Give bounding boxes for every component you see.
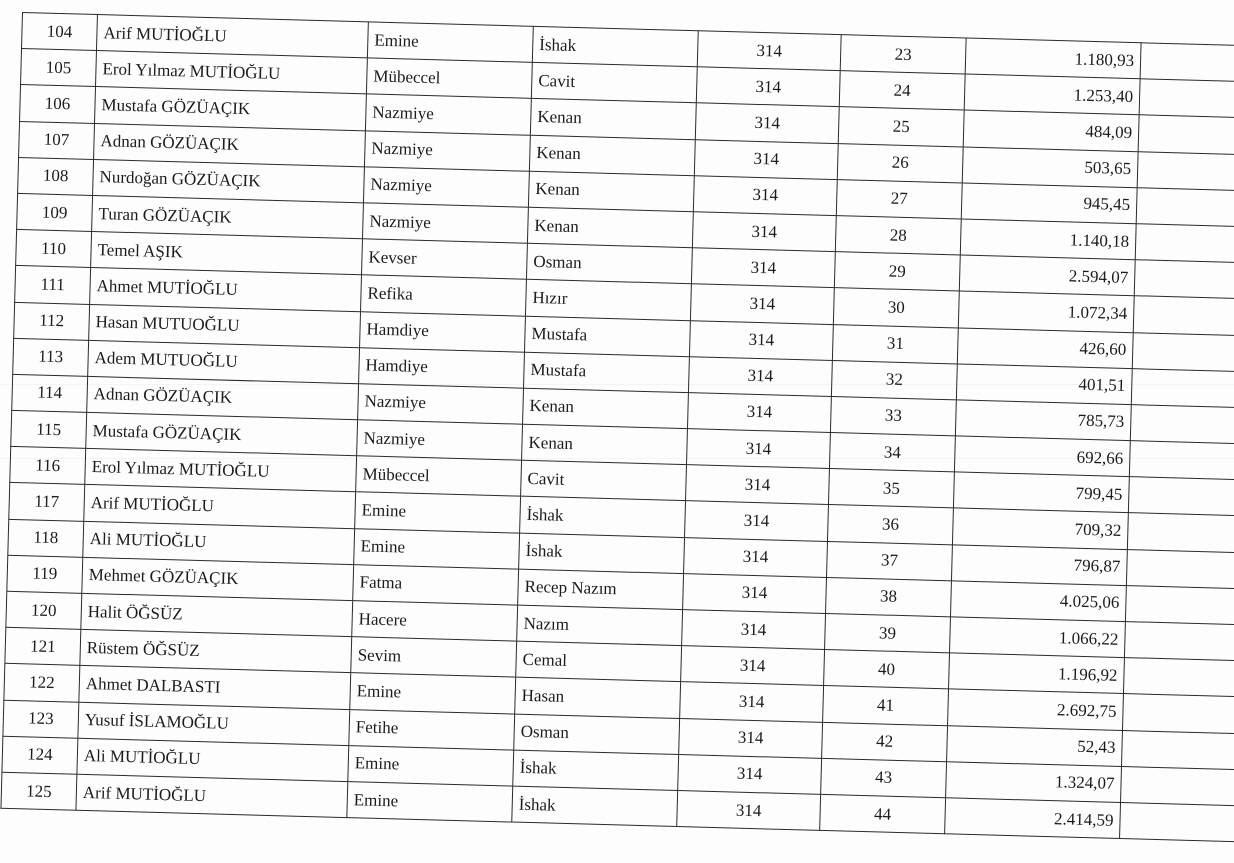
owner-name-cell: Adem MUTUOĞLU	[88, 340, 360, 384]
block-number-cell: 314	[691, 248, 835, 288]
block-number-cell: 314	[682, 610, 826, 650]
area-cell: 945,45	[961, 183, 1137, 224]
father-name-cell: İshak	[513, 750, 679, 791]
mother-name-cell: Nazmiye	[365, 94, 531, 135]
block-number-cell: 314	[692, 212, 836, 252]
ownership-table	[0, 12, 1234, 843]
mother-name-cell: Emine	[350, 673, 516, 714]
block-number-cell: 314	[690, 284, 834, 324]
block-number-cell: 314	[689, 320, 833, 360]
area-cell: 4.025,06	[950, 581, 1126, 622]
owner-name-cell: Mustafa GÖZÜAÇIK	[86, 412, 358, 456]
empty-cell	[1128, 477, 1234, 517]
father-name-cell: Cemal	[516, 641, 682, 682]
father-name-cell: İshak	[519, 533, 685, 574]
owner-name-cell: Erol Yılmaz MUTİOĞLU	[85, 449, 357, 493]
parcel-number-cell: 42	[822, 722, 948, 762]
parcel-number-cell: 34	[829, 433, 955, 473]
father-name-cell: Kenan	[530, 99, 696, 140]
row-number-cell: 121	[5, 627, 81, 665]
block-number-cell: 314	[683, 573, 827, 613]
row-number-cell: 125	[1, 772, 77, 810]
area-cell: 796,87	[951, 544, 1127, 585]
parcel-number-cell: 41	[823, 686, 949, 726]
owner-name-cell: Ali MUTİOĞLU	[83, 521, 355, 565]
owner-name-cell: Mehmet GÖZÜAÇIK	[82, 557, 354, 601]
empty-cell	[1130, 405, 1234, 445]
father-name-cell: İshak	[532, 26, 698, 67]
row-number-cell: 123	[3, 700, 79, 738]
father-name-cell: İshak	[520, 497, 686, 538]
parcel-number-cell: 30	[833, 288, 959, 328]
block-number-cell: 314	[686, 429, 830, 469]
empty-cell	[1137, 151, 1234, 191]
row-number-cell: 120	[6, 591, 82, 629]
parcel-number-cell: 32	[831, 360, 957, 400]
empty-cell	[1140, 43, 1234, 83]
owner-name-cell: Nurdoğan GÖZÜAÇIK	[93, 159, 365, 203]
area-cell: 2.692,75	[948, 689, 1124, 730]
mother-name-cell: Kevser	[362, 239, 528, 280]
father-name-cell: Cavit	[531, 63, 697, 104]
row-number-cell: 111	[15, 266, 91, 304]
block-number-cell: 314	[678, 754, 822, 794]
parcel-number-cell: 35	[828, 469, 954, 509]
parcel-number-cell: 26	[837, 143, 963, 183]
mother-name-cell: Nazmiye	[363, 167, 529, 208]
father-name-cell: Cavit	[521, 460, 687, 501]
block-number-cell: 314	[684, 537, 828, 577]
mother-name-cell: Hamdiye	[359, 347, 525, 388]
mother-name-cell: Nazmiye	[357, 420, 523, 461]
area-cell: 785,73	[955, 400, 1131, 441]
owner-name-cell: Arif MUTİOĞLU	[84, 485, 356, 529]
empty-cell	[1132, 332, 1234, 372]
parcel-number-cell: 27	[836, 179, 962, 219]
owner-name-cell: Adnan GÖZÜAÇIK	[94, 123, 366, 167]
ledger-sheet	[0, 12, 1234, 843]
mother-name-cell: Hamdiye	[360, 311, 526, 352]
area-cell: 2.414,59	[945, 798, 1121, 839]
row-number-cell: 104	[22, 13, 98, 51]
empty-cell	[1121, 730, 1234, 770]
father-name-cell: Osman	[514, 714, 680, 755]
owner-name-cell: Halit ÖĞSÜZ	[81, 593, 353, 637]
row-number-cell: 106	[20, 85, 96, 123]
parcel-number-cell: 40	[824, 650, 950, 690]
row-number-cell: 122	[4, 664, 80, 702]
area-cell: 484,09	[963, 110, 1139, 151]
row-number-cell: 105	[21, 49, 97, 87]
parcel-number-cell: 44	[820, 794, 946, 834]
parcel-number-cell: 33	[830, 396, 956, 436]
empty-cell	[1131, 368, 1234, 408]
owner-name-cell: Ahmet DALBASTI	[79, 666, 351, 710]
area-cell: 1.324,07	[946, 762, 1122, 803]
area-cell: 503,65	[962, 147, 1138, 188]
parcel-number-cell: 31	[832, 324, 958, 364]
owner-name-cell: Arif MUTİOĞLU	[96, 15, 368, 59]
father-name-cell: Kenan	[528, 171, 694, 212]
owner-name-cell: Hasan MUTUOĞLU	[89, 304, 361, 348]
parcel-number-cell: 37	[827, 541, 953, 581]
parcel-number-cell: 25	[838, 107, 964, 147]
block-number-cell: 314	[680, 682, 824, 722]
empty-cell	[1133, 296, 1234, 336]
area-cell: 52,43	[947, 725, 1123, 766]
empty-cell	[1134, 260, 1234, 300]
owner-name-cell: Erol Yılmaz MUTİOĞLU	[96, 51, 368, 95]
block-number-cell: 314	[693, 175, 837, 215]
block-number-cell: 314	[687, 393, 831, 433]
parcel-number-cell: 43	[821, 758, 947, 798]
area-cell: 401,51	[956, 364, 1132, 405]
owner-name-cell: Ahmet MUTİOĞLU	[90, 268, 362, 312]
empty-cell	[1139, 79, 1234, 119]
empty-cell	[1126, 549, 1234, 589]
mother-name-cell: Emine	[348, 745, 514, 786]
area-cell: 799,45	[953, 472, 1129, 513]
parcel-number-cell: 36	[827, 505, 953, 545]
owner-name-cell: Turan GÖZÜAÇIK	[92, 195, 364, 239]
row-number-cell: 118	[8, 519, 84, 557]
parcel-number-cell: 23	[840, 35, 966, 75]
area-cell: 426,60	[957, 327, 1133, 368]
empty-cell	[1127, 513, 1234, 553]
row-number-cell: 112	[14, 302, 90, 340]
mother-name-cell: Nazmiye	[358, 384, 524, 425]
area-cell: 709,32	[952, 508, 1128, 549]
area-cell: 692,66	[954, 436, 1130, 477]
mother-name-cell: Emine	[355, 492, 521, 533]
block-number-cell: 314	[694, 139, 838, 179]
mother-name-cell: Fatma	[353, 564, 519, 605]
block-number-cell: 314	[685, 501, 829, 541]
empty-cell	[1136, 187, 1234, 227]
row-number-cell: 119	[7, 555, 83, 593]
block-number-cell: 314	[677, 790, 821, 830]
area-cell: 1.072,34	[958, 291, 1134, 332]
parcel-number-cell: 29	[834, 252, 960, 292]
row-number-cell: 113	[13, 338, 89, 376]
owner-name-cell: Ali MUTİOĞLU	[77, 738, 349, 782]
row-number-cell: 115	[11, 410, 87, 448]
mother-name-cell: Sevim	[351, 637, 517, 678]
mother-name-cell: Refika	[361, 275, 527, 316]
row-number-cell: 108	[18, 157, 94, 195]
empty-cell	[1121, 766, 1234, 806]
block-number-cell: 314	[688, 356, 832, 396]
father-name-cell: Mustafa	[524, 316, 690, 357]
empty-cell	[1125, 585, 1234, 625]
parcel-number-cell: 28	[835, 216, 961, 256]
block-number-cell: 314	[681, 646, 825, 686]
mother-name-cell: Nazmiye	[364, 130, 530, 171]
owner-name-cell: Arif MUTİOĞLU	[76, 774, 348, 818]
empty-cell	[1122, 694, 1234, 734]
ownership-table-body	[1, 13, 1234, 843]
mother-name-cell: Emine	[367, 22, 533, 63]
father-name-cell: Hasan	[515, 677, 681, 718]
empty-cell	[1138, 115, 1234, 155]
empty-cell	[1123, 658, 1234, 698]
father-name-cell: Kenan	[522, 424, 688, 465]
mother-name-cell: Mübeccel	[366, 58, 532, 99]
empty-cell	[1129, 441, 1234, 481]
block-number-cell: 314	[695, 103, 839, 143]
mother-name-cell: Fetihe	[349, 709, 515, 750]
father-name-cell: Kenan	[523, 388, 689, 429]
owner-name-cell: Mustafa GÖZÜAÇIK	[95, 87, 367, 131]
owner-name-cell: Adnan GÖZÜAÇIK	[87, 376, 359, 420]
mother-name-cell: Emine	[347, 782, 513, 823]
area-cell: 2.594,07	[959, 255, 1135, 296]
father-name-cell: Nazım	[517, 605, 683, 646]
father-name-cell: İshak	[512, 786, 678, 827]
row-number-cell: 114	[12, 374, 88, 412]
father-name-cell: Osman	[526, 243, 692, 284]
row-number-cell: 124	[2, 736, 78, 774]
block-number-cell: 314	[696, 67, 840, 107]
block-number-cell: 314	[697, 31, 841, 71]
area-cell: 1.066,22	[950, 617, 1126, 658]
empty-cell	[1135, 224, 1234, 264]
area-cell: 1.140,18	[960, 219, 1136, 260]
row-number-cell: 110	[16, 230, 92, 268]
owner-name-cell: Rüstem ÖĞSÜZ	[80, 630, 352, 674]
father-name-cell: Kenan	[529, 135, 695, 176]
empty-cell	[1124, 622, 1234, 662]
father-name-cell: Kenan	[527, 207, 693, 248]
block-number-cell: 314	[686, 465, 830, 505]
parcel-number-cell: 24	[839, 71, 965, 111]
father-name-cell: Recep Nazım	[518, 569, 684, 610]
row-number-cell: 109	[17, 193, 93, 231]
row-number-cell: 116	[10, 447, 86, 485]
block-number-cell: 314	[679, 718, 823, 758]
area-cell: 1.196,92	[949, 653, 1125, 694]
father-name-cell: Mustafa	[524, 352, 690, 393]
owner-name-cell: Yusuf İSLAMOĞLU	[78, 702, 350, 746]
mother-name-cell: Nazmiye	[362, 203, 528, 244]
parcel-number-cell: 38	[826, 577, 952, 617]
mother-name-cell: Emine	[354, 528, 520, 569]
father-name-cell: Hızır	[525, 280, 691, 321]
parcel-number-cell: 39	[825, 613, 951, 653]
area-cell: 1.180,93	[965, 38, 1141, 79]
empty-cell	[1120, 802, 1234, 842]
area-cell: 1.253,40	[964, 74, 1140, 115]
row-number-cell: 117	[9, 483, 85, 521]
row-number-cell: 107	[19, 121, 95, 159]
owner-name-cell: Temel AŞIK	[91, 232, 363, 276]
mother-name-cell: Mübeccel	[356, 456, 522, 497]
mother-name-cell: Hacere	[352, 601, 518, 642]
